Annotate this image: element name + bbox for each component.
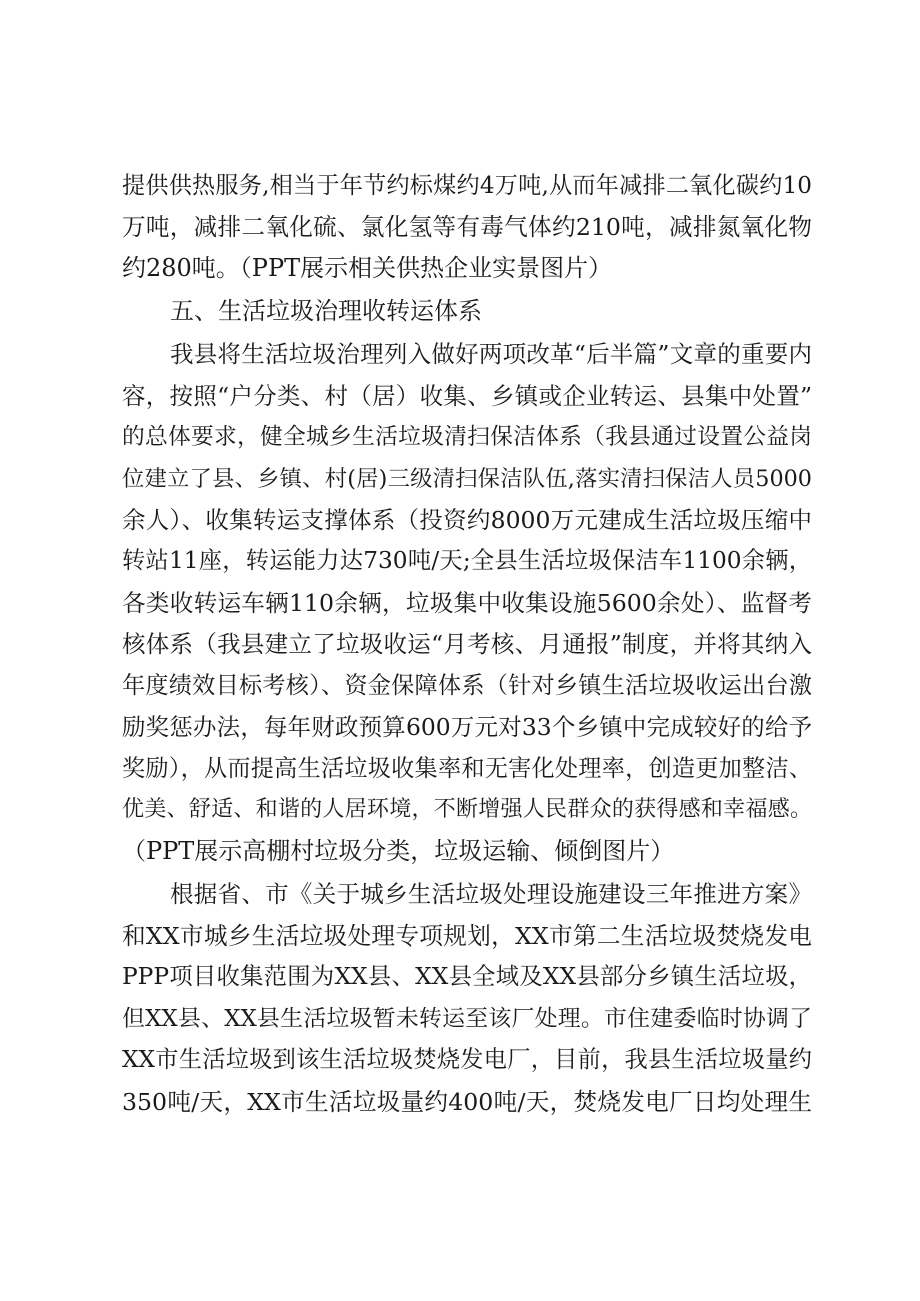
section-heading: 五、生活垃圾治理收转运体系 [170, 297, 482, 325]
text-line: 提供供热服务,相当于年节约标煤约4万吨,从而年减排二氧化碳约10 [122, 173, 812, 199]
text-line: 万吨，减排二氧化硫、氯化氢等有毒气体约210吨，减排氮氧化物 [122, 213, 812, 241]
text-line: PPP项目收集范围为XX县、XX县全域及XX县部分乡镇生活垃圾， [122, 963, 812, 990]
text-line: 奖励），从而提高生活垃圾收集率和无害化处理率，创造更加整洁、 [122, 756, 812, 782]
text-line: 核体系（我县建立了垃圾收运“月考核、月通报”制度，并将其纳入 [122, 630, 812, 658]
text-line: 励奖惩办法，每年财政预算600万元对33个乡镇中完成较好的给予 [122, 713, 812, 741]
text-line: 我县将生活垃圾治理列入做好两项改革“后半篇”文章的重要内 [170, 340, 812, 368]
text-line: 位建立了县、乡镇、村(居)三级清扫保洁队伍,落实清扫保洁人员5000 [122, 466, 812, 492]
text-line: （PPT展示高棚村垃圾分类，垃圾运输、倾倒图片） [122, 837, 675, 865]
text-line: 的总体要求，健全城乡生活垃圾清扫保洁体系（我县通过设置公益岗 [122, 424, 812, 450]
text-line: 余人）、收集转运支撑体系（投资约8000万元建成生活垃圾压缩中 [122, 506, 812, 534]
text-line: 优美、舒适、和谐的人居环境，不断增强人民群众的获得感和幸福感。 [122, 797, 812, 822]
text-line: 各类收转运车辆110余辆，垃圾集中收集设施5600余处）、监督考 [122, 589, 812, 617]
text-line: 约280吨。（PPT展示相关供热企业实景图片） [122, 254, 613, 282]
text-line: 转站11座，转运能力达730吨/天;全县生活垃圾保洁车1100余辆， [122, 547, 812, 574]
text-line: 年度绩效目标考核）、资金保障体系（针对乡镇生活垃圾收运出台激 [122, 673, 812, 699]
text-line: 但XX县、XX县生活垃圾暂未转运至该厂处理。市住建委临时协调了 [122, 1006, 812, 1032]
text-line: XX市生活垃圾到该生活垃圾焚烧发电厂，目前，我县生活垃圾量约 [122, 1046, 812, 1073]
text-line: 容，按照“户分类、村（居）收集、乡镇或企业转运、县集中处置” [122, 382, 812, 410]
text-line: 和XX市城乡生活垃圾处理专项规划，XX市第二生活垃圾焚烧发电 [122, 922, 812, 950]
text-line: 根据省、市《关于城乡生活垃圾处理设施建设三年推进方案》 [170, 880, 812, 908]
text-line: 350吨/天，XX市生活垃圾量约400吨/天，焚烧发电厂日均处理生 [122, 1088, 812, 1116]
